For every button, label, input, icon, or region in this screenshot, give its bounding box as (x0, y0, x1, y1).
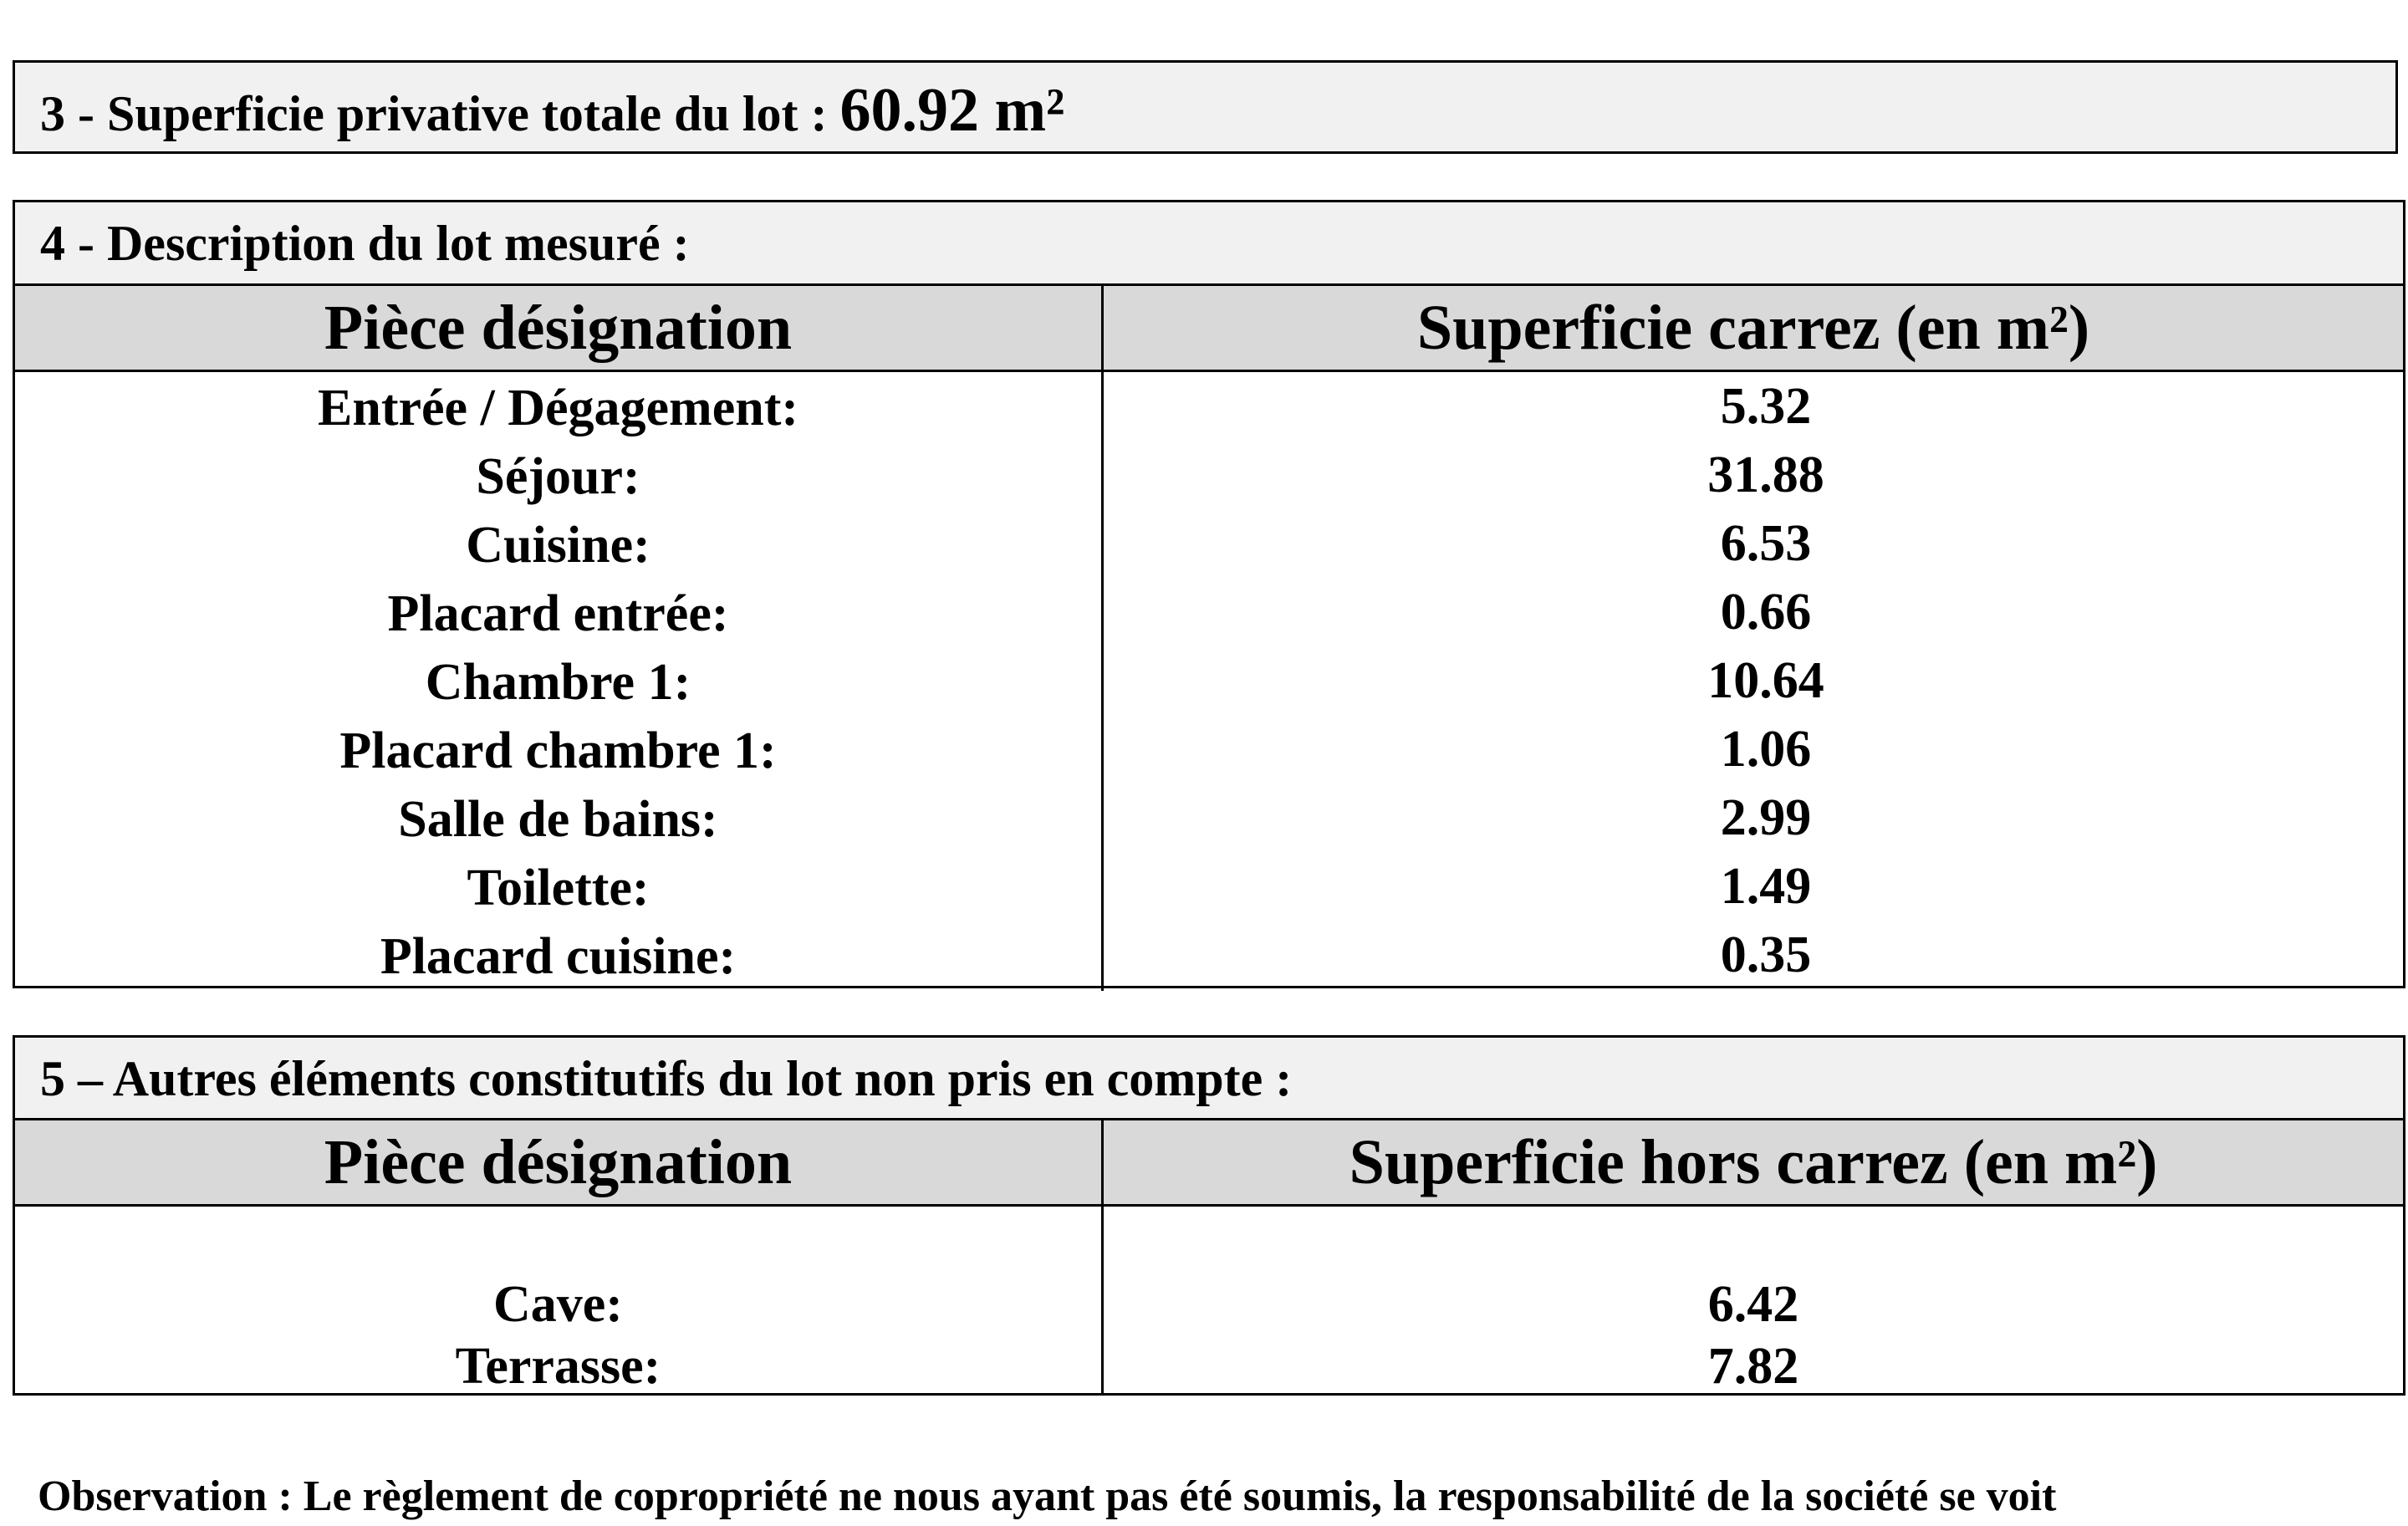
other-elements-heading (15, 1038, 2403, 1120)
room-area: 6.53 (1720, 515, 1812, 572)
room-name: Séjour: (476, 448, 640, 505)
room-area: 1.49 (1720, 858, 1812, 915)
room-name: Toilette: (467, 860, 650, 916)
room-area: 7.82 (1707, 1338, 1799, 1395)
other-elements-rows (15, 1207, 2403, 1394)
room-name: Chambre 1: (425, 654, 691, 711)
room-name: Terrasse: (455, 1338, 661, 1395)
room-name: Cuisine: (466, 517, 650, 574)
measured-lot-section (13, 200, 2405, 988)
room-area: 2.99 (1720, 789, 1812, 846)
room-name: Entrée / Dégagement: (317, 380, 798, 436)
room-area: 6.42 (1707, 1276, 1799, 1333)
observation-text: Observation : Le règlement de copropriété ne nous ayant pas été soumis, la responsabilité de la société se voit (38, 1472, 2057, 1520)
room-area: 0.66 (1720, 584, 1812, 641)
room-column (15, 1207, 1104, 1394)
room-column-header: Pièce désignation (15, 1120, 1104, 1204)
room-area: 5.32 (1720, 378, 1812, 435)
carrez-area-column-header: Superficie carrez (en m²) (1416, 293, 2090, 363)
room-area: 31.88 (1707, 447, 1824, 503)
total-area-title (40, 76, 1065, 145)
room-column (15, 372, 1104, 991)
room-name: Salle de bains: (398, 791, 718, 848)
measured-lot-heading (15, 202, 2403, 286)
other-elements-section (13, 1035, 2405, 1396)
non-carrez-area-column (1104, 1207, 2403, 1394)
room-area: 1.06 (1720, 721, 1812, 778)
other-elements-title: 5 – Autres éléments constitutifs du lot non pris en compte : (40, 1051, 1293, 1106)
room-area: 0.35 (1720, 926, 1812, 983)
room-name: Placard cuisine: (380, 928, 737, 985)
carrez-area-column (1104, 372, 2403, 991)
measured-lot-title: 4 - Description du lot mesuré : (40, 216, 690, 271)
room-area: 10.64 (1707, 652, 1824, 709)
measured-lot-rows (15, 372, 2403, 991)
total-area-value: 60.92 m² (839, 76, 1065, 145)
other-elements-header-row (15, 1120, 2403, 1207)
non-carrez-area-column-header: Superficie hors carrez (en m²) (1349, 1127, 2158, 1197)
measured-lot-header-row (15, 286, 2403, 372)
room-name: Placard chambre 1: (339, 722, 777, 779)
total-area-label: 3 - Superficie privative totale du lot : (40, 86, 840, 141)
room-name: Cave: (493, 1276, 623, 1333)
total-area-section (13, 60, 2398, 154)
room-column-header: Pièce désignation (15, 286, 1104, 370)
room-name: Placard entrée: (387, 585, 729, 642)
